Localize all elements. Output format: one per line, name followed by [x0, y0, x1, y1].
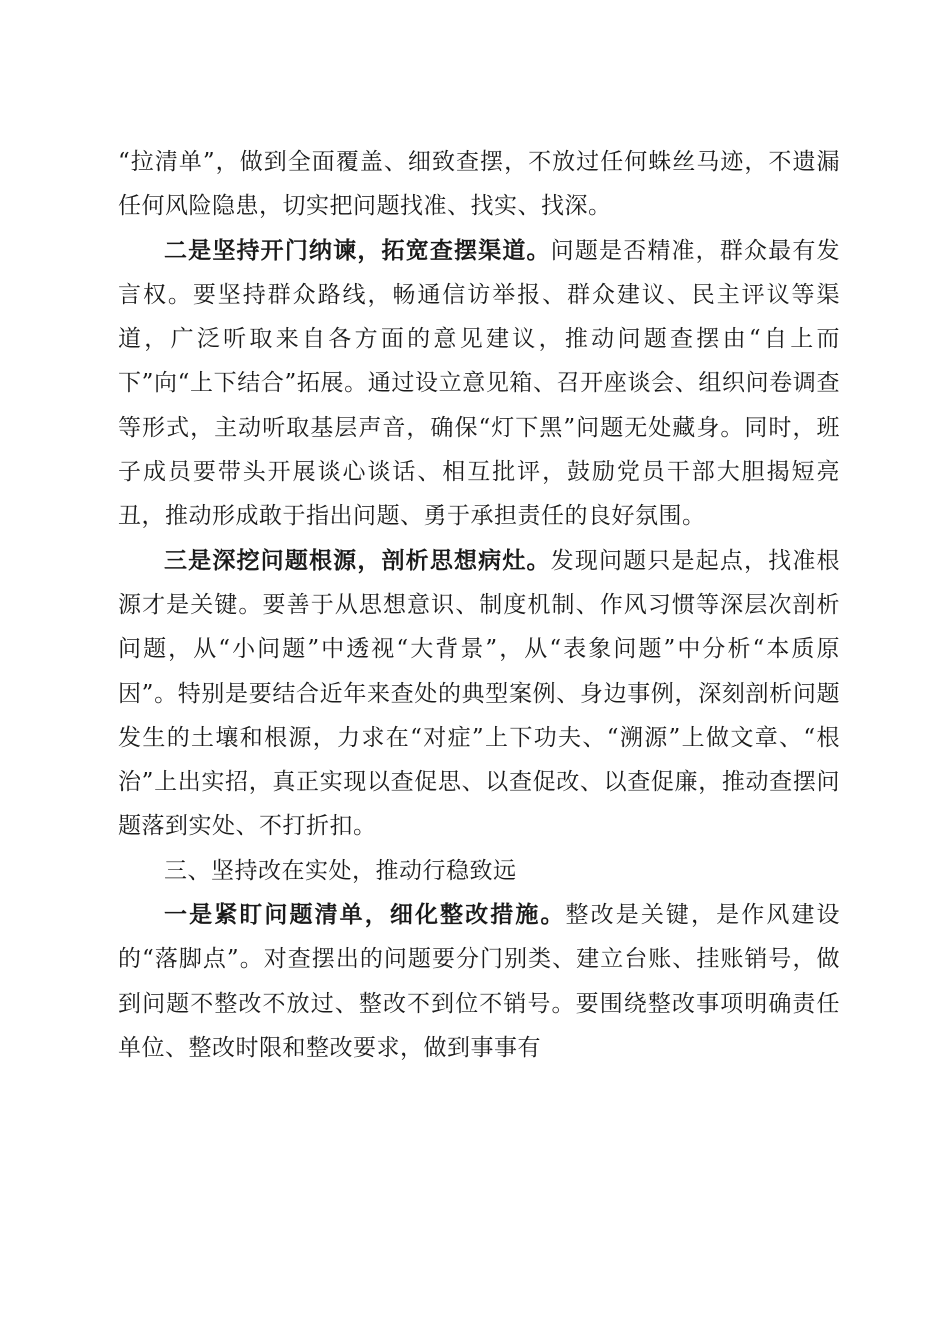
paragraph-lead: 三是深挖问题根源，剖析思想病灶。 [164, 546, 551, 574]
paragraph-open-door [118, 229, 840, 539]
paragraph-rectification [118, 893, 840, 1070]
paragraph-body: 发现问题只是起点，找准根源才是关键。要善于从思想意识、制度机制、作风习惯等深层次剖析问题，从“小问题”中透视“大背景”，从“表象问题”中分析“本质原因”。特别是要结合近年来查处的典型案例、身边事例，深刻剖析问题发生的土壤和根源，力求在“对症”上下功夫、“溯源”上做文章、“根治”上出实招，真正实现以查促思、以查促改、以查促廉，推动查摆问题落到实处、不打折扣。 [118, 547, 841, 840]
paragraph-body: “拉清单”，做到全面覆盖、细致查摆，不放过任何蛛丝马迹，不遗漏任何风险隐患，切实把问题找准、找实、找深。 [118, 149, 840, 220]
paragraph-continuation [118, 140, 840, 229]
paragraph-lead: 二是坚持开门纳谏，拓宽查摆渠道。 [164, 236, 551, 264]
paragraph-body: 整改是关键，是作风建设的“落脚点”。对查摆出的问题要分门别类、建立台账、挂账销号，做到问题不整改不放过、整改不到位不销号。要围绕整改事项明确责任单位、整改时限和整改要求，做到事事有 [118, 902, 841, 1061]
section-heading: 三、坚持改在实处，推动行稳致远 [164, 857, 517, 884]
paragraph-lead: 一是紧盯问题清单，细化整改措施。 [164, 901, 566, 929]
paragraph-root-cause [118, 539, 840, 849]
document-page [118, 140, 840, 1070]
paragraph-body: 问题是否精准，群众最有发言权。要坚持群众路线，畅通信访举报、群众建议、民主评议等渠道，广泛听取来自各方面的意见建议，推动问题查摆由“自上而下”向“上下结合”拓展。通过设立意见箱、召开座谈会、组织问卷调查等形式，主动听取基层声音，确保“灯下黑”问题无处藏身。同时，班子成员要带头开展谈心谈话、相互批评，鼓励党员干部大胆揭短亮丑，推动形成敢于指出问题、勇于承担责任的良好氛围。 [118, 237, 841, 530]
